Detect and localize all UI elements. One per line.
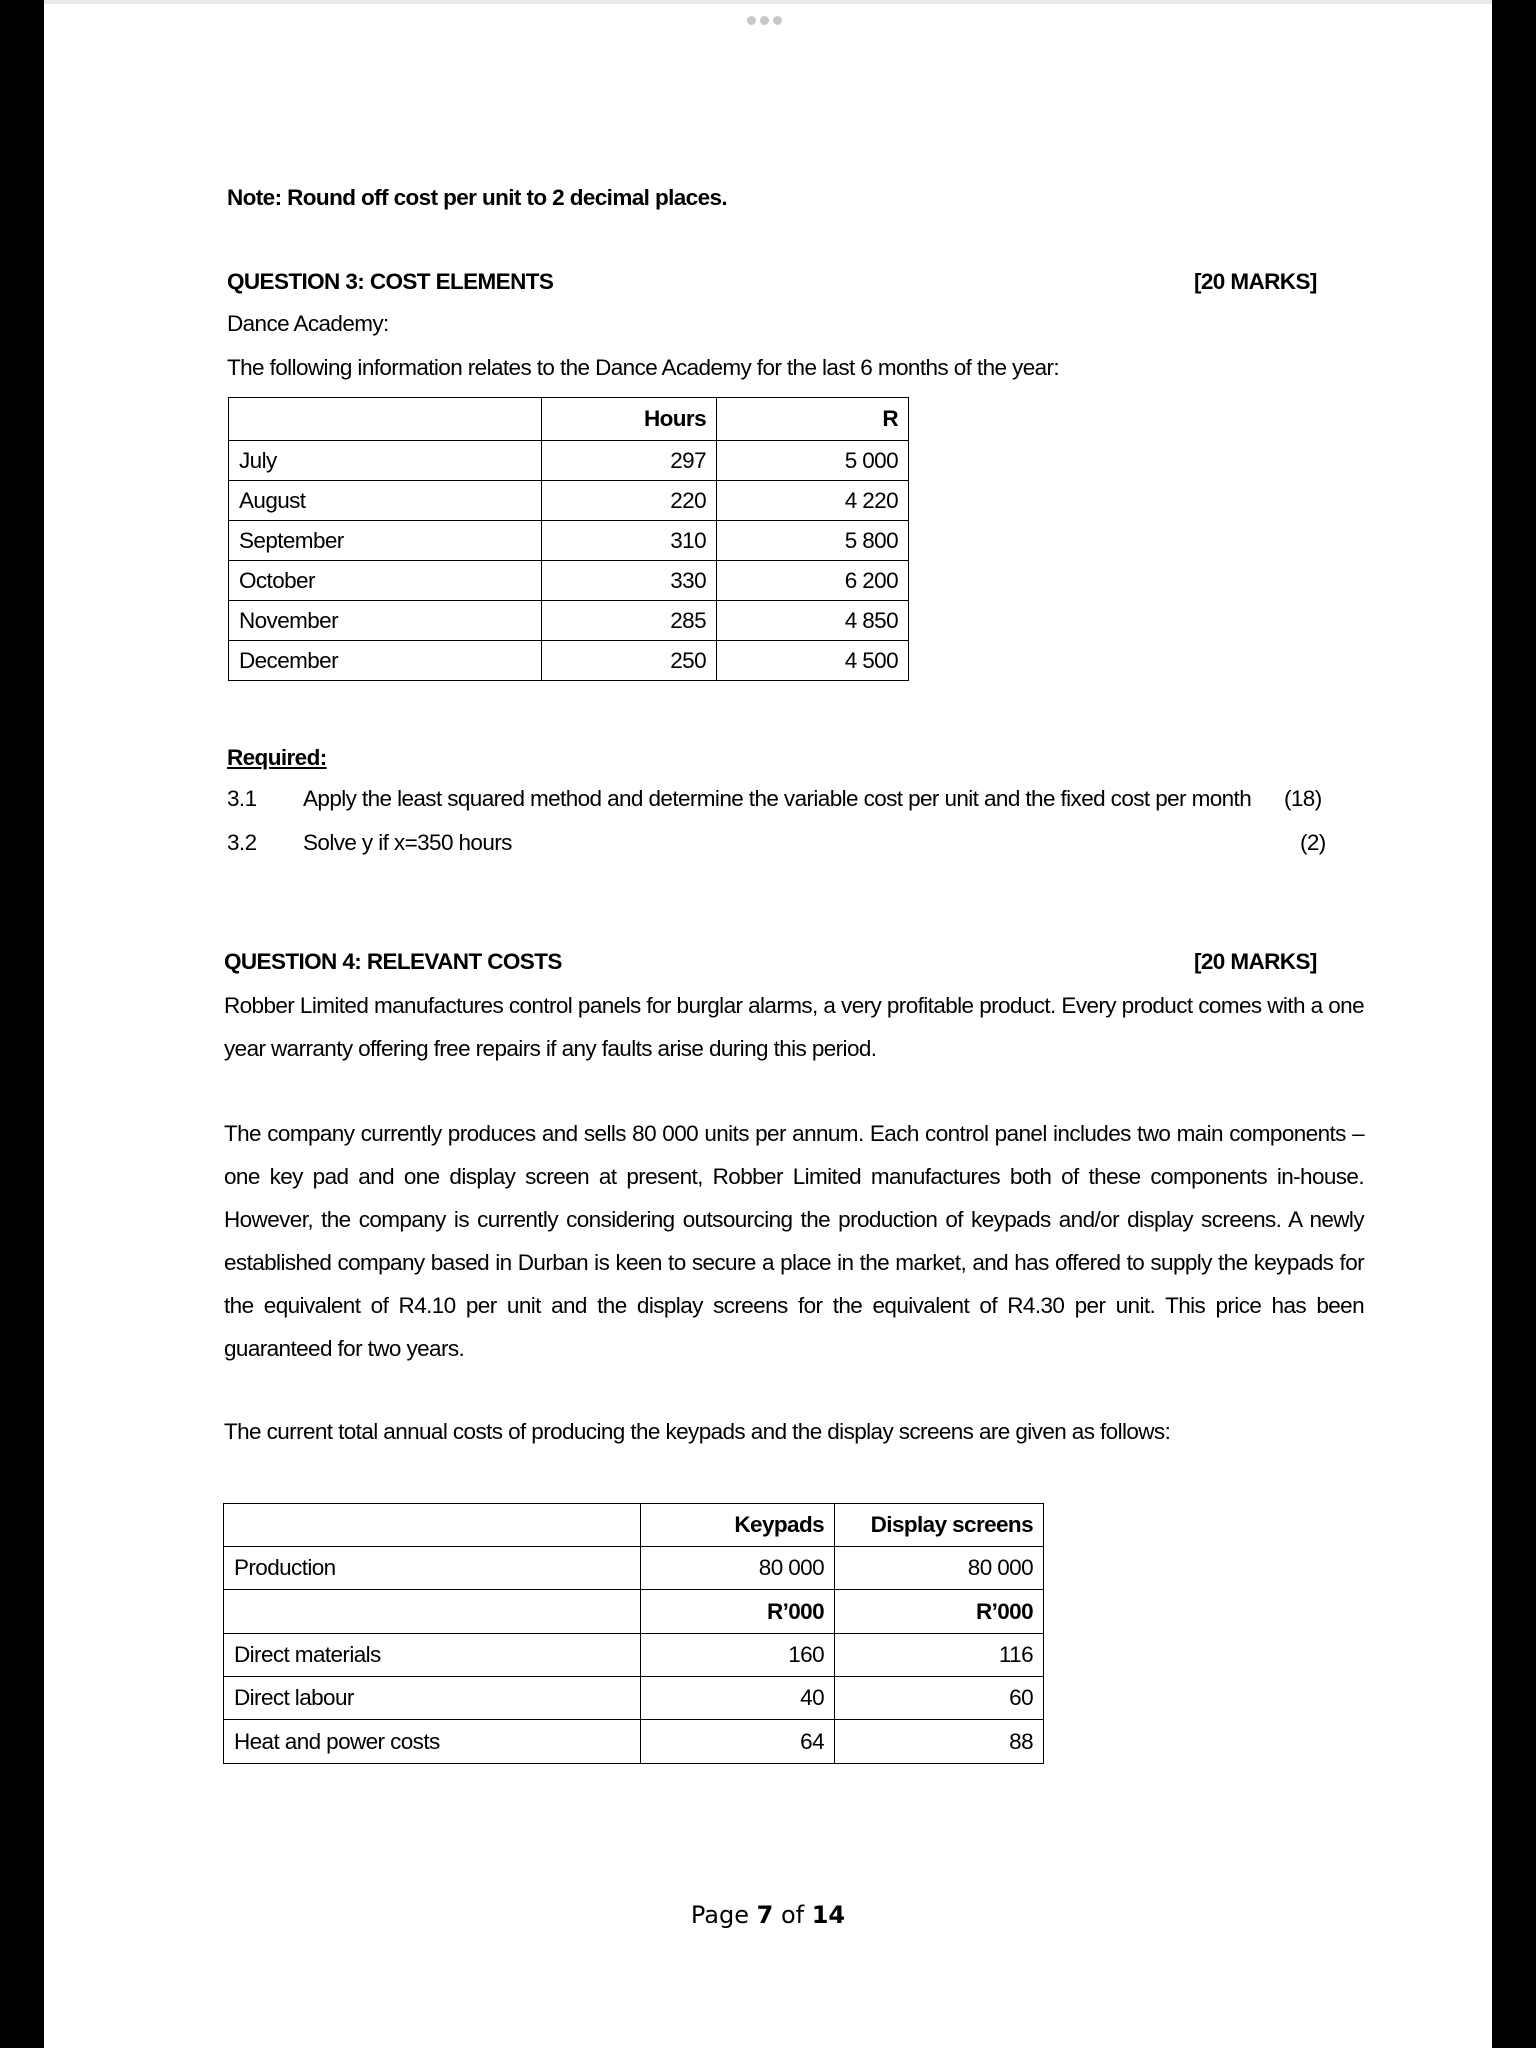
unit-cell: R’000: [835, 1590, 1044, 1634]
production-row: [224, 1547, 1044, 1590]
row-label: [224, 1590, 641, 1634]
rounding-note: Note: Round off cost per unit to 2 decimal places.: [227, 185, 728, 210]
table-row: [224, 1634, 1044, 1677]
cost-cell: 6 200: [717, 561, 909, 601]
cost-cell: 5 800: [717, 521, 909, 561]
total-pages: 14: [811, 1901, 846, 1929]
table-row: [229, 521, 909, 561]
table-row: [229, 481, 909, 521]
hours-cell: 250: [542, 641, 717, 681]
cost-cell: 4 850: [717, 601, 909, 641]
header-cell-keypads: Keypads: [641, 1504, 835, 1547]
q4-cost-table: [223, 1503, 1044, 1764]
month-cell: October: [229, 561, 542, 601]
table-row: [224, 1720, 1044, 1764]
display-screens-cell: 88: [835, 1720, 1044, 1764]
item-number: 3.2: [227, 830, 257, 855]
item-text: Apply the least squared method and determine the variable cost per unit and the fixed cost per month: [303, 786, 1252, 811]
hours-cell: 220: [542, 481, 717, 521]
month-cell: November: [229, 601, 542, 641]
page-label-prefix: Page: [690, 1901, 757, 1929]
row-label: Production: [224, 1547, 641, 1590]
dot: [773, 16, 782, 25]
table-row: [229, 561, 909, 601]
page-number: [44, 1900, 1492, 1930]
cost-label-cell: Heat and power costs: [224, 1720, 641, 1764]
month-cell: September: [229, 521, 542, 561]
dot: [760, 16, 769, 25]
q4-paragraph-1: Robber Limited manufactures control panels for burglar alarms, a very profitable product. Every product comes with a one year warranty offering free repairs if any faults arise during this period.: [224, 993, 1364, 1061]
month-cell: August: [229, 481, 542, 521]
item-text: Solve y if x=350 hours: [303, 830, 512, 855]
keypads-cell: 80 000: [641, 1547, 835, 1590]
dot: [747, 16, 756, 25]
unit-cell: R’000: [641, 1590, 835, 1634]
item-marks: (2): [1300, 830, 1326, 855]
q3-marks: [20 MARKS]: [1194, 269, 1317, 294]
cost-label-cell: Direct materials: [224, 1634, 641, 1677]
keypads-cell: 160: [641, 1634, 835, 1677]
q3-hours-cost-table: [228, 397, 909, 681]
header-cell: [224, 1504, 641, 1547]
page-label-middle: of: [773, 1901, 812, 1929]
table-row: [229, 601, 909, 641]
display-screens-cell: 60: [835, 1677, 1044, 1720]
display-screens-cell: 80 000: [835, 1547, 1044, 1590]
table-row: [224, 1677, 1044, 1720]
month-cell: December: [229, 641, 542, 681]
q3-intro: The following information relates to the Dance Academy for the last 6 months of the year:: [227, 355, 1060, 380]
required-label: Required:: [227, 745, 327, 770]
item-number: 3.1: [227, 786, 257, 811]
header-cell-hours: Hours: [542, 398, 717, 441]
hours-cell: 285: [542, 601, 717, 641]
cost-cell: 4 220: [717, 481, 909, 521]
more-options-icon[interactable]: [747, 12, 782, 28]
cost-cell: 4 500: [717, 641, 909, 681]
header-cell-rand: R: [717, 398, 909, 441]
q3-title: QUESTION 3: COST ELEMENTS: [227, 269, 554, 294]
keypads-cell: 64: [641, 1720, 835, 1764]
hours-cell: 310: [542, 521, 717, 561]
q4-paragraph-2: The company currently produces and sells 80 000 units per annum. Each control panel includes two main components – one key pad and one display screen at present, Robber Limited manufactures both of these components in-house. However, the company is currently considering outsourcing the production of keypads and/or display screens. A newly established company based in Durban is keen to secure a place in the market, and has offered to supply the keypads for the equivalent of R4.10 per unit and the display screens for the equivalent of R4.30 per unit. This price has been guaranteed for two years.: [224, 1121, 1364, 1361]
header-cell: [229, 398, 542, 441]
cost-label-cell: Direct labour: [224, 1677, 641, 1720]
top-bar: [44, 0, 1492, 4]
current-page: 7: [756, 1901, 774, 1929]
hours-cell: 330: [542, 561, 717, 601]
q4-paragraph-3: The current total annual costs of producing the keypads and the display screens are given as follows:: [224, 1419, 1171, 1444]
header-cell-display-screens: Display screens: [835, 1504, 1044, 1547]
q3-subtitle: Dance Academy:: [227, 311, 389, 336]
table-header-row: [229, 398, 909, 441]
unit-row: [224, 1590, 1044, 1634]
month-cell: July: [229, 441, 542, 481]
hours-cell: 297: [542, 441, 717, 481]
q4-title: QUESTION 4: RELEVANT COSTS: [224, 949, 562, 974]
table-row: [229, 641, 909, 681]
q4-marks: [20 MARKS]: [1194, 949, 1317, 974]
table-header-row: [224, 1504, 1044, 1547]
keypads-cell: 40: [641, 1677, 835, 1720]
display-screens-cell: 116: [835, 1634, 1044, 1677]
item-marks: (18): [1284, 786, 1322, 811]
document-page: [44, 0, 1492, 2048]
cost-cell: 5 000: [717, 441, 909, 481]
table-row: [229, 441, 909, 481]
